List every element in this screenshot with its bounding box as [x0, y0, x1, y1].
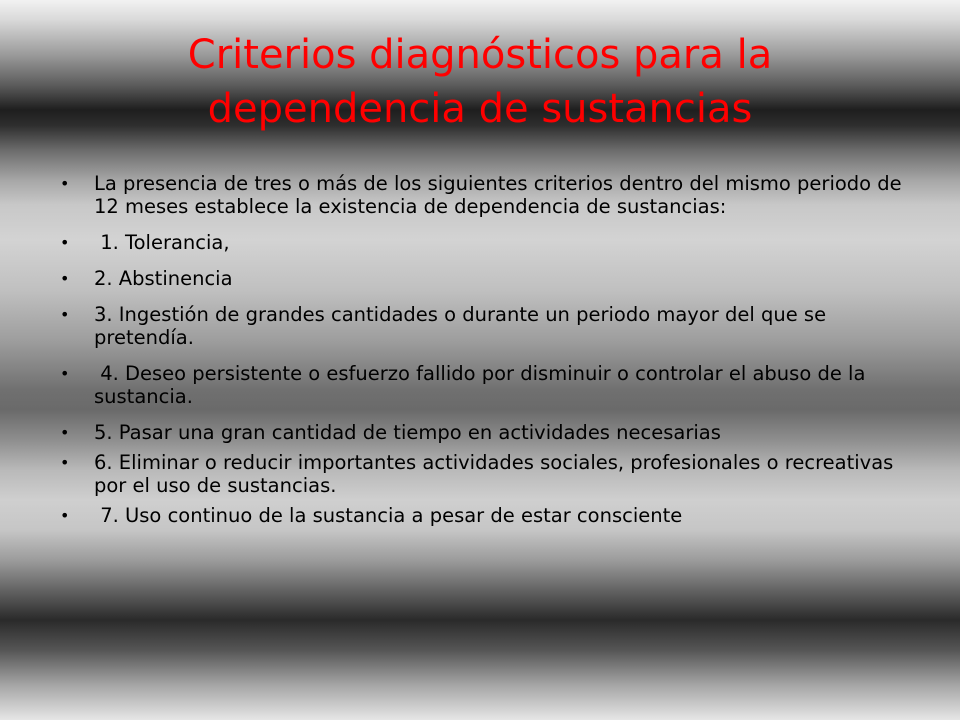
bullet-icon: • [60, 174, 70, 193]
bullet-text: 2. Abstinencia [94, 267, 233, 290]
bullet-icon: • [60, 364, 70, 383]
bullet-icon: • [60, 269, 70, 288]
bullet-icon: • [60, 506, 70, 525]
bullet-item [60, 451, 910, 497]
bullet-item [60, 362, 910, 408]
slide-title: Criterios diagnósticos para la dependencia de sustancias [187, 32, 773, 132]
bullet-list [60, 172, 910, 540]
bullet-item [60, 421, 910, 444]
bullet-icon: • [60, 453, 70, 472]
bullet-icon: • [60, 423, 70, 442]
bullet-text: 1. Tolerancia, [94, 231, 230, 254]
bullet-text: 5. Pasar una gran cantidad de tiempo en actividades necesarias [94, 421, 721, 444]
bullet-text: 6. Eliminar o reducir importantes actividades sociales, profesionales o recreativas por el uso de sustancias. [94, 451, 894, 497]
bullet-item [60, 231, 910, 254]
bullet-item [60, 504, 910, 527]
bullet-icon: • [60, 233, 70, 252]
bullet-item [60, 303, 910, 349]
bullet-text: 7. Uso continuo de la sustancia a pesar de estar consciente [94, 504, 683, 527]
bullet-icon: • [60, 305, 70, 324]
bullet-item [60, 267, 910, 290]
bullet-text: La presencia de tres o más de los siguientes criterios dentro del mismo periodo de 12 meses establece la existencia de dependencia de sustancias: [94, 172, 902, 218]
bullet-text: 3. Ingestión de grandes cantidades o durante un periodo mayor del que se pretendía. [94, 303, 827, 349]
bullet-text: 4. Deseo persistente o esfuerzo fallido por disminuir o controlar el abuso de la sustancia. [94, 362, 872, 408]
bullet-item [60, 172, 910, 218]
